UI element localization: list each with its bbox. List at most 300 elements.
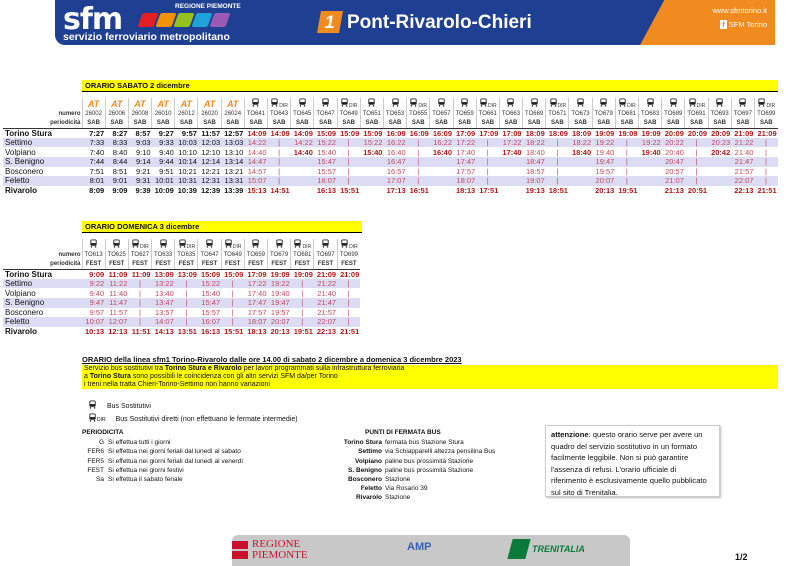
bus-direct-icon: DIR: [270, 98, 288, 109]
time-cell: 19:07: [523, 176, 546, 186]
time-cell: |: [407, 157, 430, 167]
time-cell: 8:33: [105, 138, 128, 148]
periodicita-item: FER6 Si effettua nei giorni feriali dal lunedì al sabato: [87, 448, 241, 456]
bus-stops-title: PUNTI DI FERMATA BUS: [365, 429, 441, 436]
run-number: TO635: [175, 250, 198, 260]
time-cell: 14:22: [291, 138, 314, 148]
time-cell: |: [625, 147, 628, 157]
run-period: SAB: [430, 119, 453, 129]
time-cell: 8:27: [112, 128, 128, 138]
logo-color-swatches: [140, 13, 228, 27]
bus-stop-item: Torino Stura fermata bus Stazione Stura: [343, 439, 464, 447]
time-cell: |: [486, 166, 489, 176]
time-cell: 10:07: [82, 317, 105, 327]
station-name: S. Benigno: [3, 157, 82, 167]
column-icon-cell: [175, 98, 198, 109]
run-period: SAB: [592, 119, 615, 129]
train-icon: AT: [227, 98, 239, 109]
time-cell: 20:13: [270, 327, 290, 337]
time-cell: 14:13: [154, 327, 174, 337]
run-number: TO689: [662, 109, 685, 119]
station-name: Settimo: [3, 279, 82, 289]
time-cell: 20:09: [687, 128, 708, 138]
run-number: TO655: [407, 109, 430, 119]
run-period: SAB: [453, 119, 476, 129]
time-cell: 13:09: [154, 269, 174, 279]
bus-direct-icon: DIR: [224, 239, 242, 250]
time-cell: 21:13: [664, 186, 684, 196]
time-cell: 16:13: [316, 186, 337, 196]
time-cell: 19:09: [293, 269, 313, 279]
time-cell: 17:09: [456, 128, 476, 138]
time-cell: 9:21: [135, 166, 151, 176]
run-period: SAB: [523, 119, 546, 129]
run-number: TO693: [708, 109, 731, 119]
time-cell: 10:09: [154, 186, 174, 196]
run-period: SAB: [128, 119, 151, 129]
run-number: TO661: [476, 109, 499, 119]
time-cell: 12:31: [198, 176, 221, 186]
time-cell: |: [138, 288, 141, 298]
time-cell: 20:47: [662, 157, 685, 167]
column-icon-cell: [82, 98, 105, 109]
time-cell: 18:07: [244, 317, 267, 327]
column-icon-cell: [453, 98, 476, 109]
time-cell: 8:40: [112, 147, 128, 157]
bus-direct-icon: DIR: [340, 239, 358, 250]
time-cell: [639, 186, 662, 196]
run-period: SAB: [546, 119, 569, 129]
time-cell: 9:03: [128, 138, 151, 148]
table-row: [3, 327, 360, 337]
attention-note: [545, 425, 720, 497]
time-cell: 19:09: [618, 128, 638, 138]
periodicita-item: Sa Si effettua il sabato feriale: [96, 476, 183, 484]
run-number: TO699: [754, 109, 777, 119]
line-title: Pont-Rivarolo-Chieri: [347, 12, 532, 33]
time-cell: [639, 157, 662, 167]
time-cell: 17:57: [247, 307, 267, 317]
time-cell: [569, 176, 592, 186]
time-cell: 14:09: [270, 128, 290, 138]
time-cell: [708, 186, 731, 196]
time-cell: 15:09: [224, 269, 244, 279]
station-name: Rivarolo: [5, 327, 38, 337]
column-icon-cell: [337, 98, 360, 109]
time-cell: 19:40: [270, 288, 290, 298]
run-period: FEST: [128, 260, 151, 270]
time-cell: |: [476, 176, 499, 186]
table-row: [3, 269, 360, 279]
table-row: [3, 147, 778, 157]
time-cell: 21:22: [731, 138, 754, 148]
facebook-icon: f: [722, 20, 725, 29]
run-number: TO659: [244, 250, 267, 260]
run-period: SAB: [708, 119, 731, 129]
column-icon-cell: [105, 98, 128, 109]
time-cell: 9:47: [82, 298, 105, 308]
time-cell: 12:57: [224, 128, 244, 138]
bus-icon: [738, 98, 747, 109]
sfm-logo: sfm: [63, 2, 123, 37]
time-cell: 12:14: [198, 157, 221, 167]
time-cell: 12:10: [201, 147, 221, 157]
run-period: SAB: [198, 119, 221, 129]
time-cell: 13:39: [224, 186, 244, 196]
time-cell: |: [685, 138, 708, 148]
time-cell: 15:09: [363, 128, 383, 138]
run-period: FEST: [337, 260, 360, 270]
time-cell: |: [268, 138, 291, 148]
time-cell: 16:07: [314, 176, 337, 186]
column-icon-cell: [198, 98, 221, 109]
column-icon-cell: [360, 98, 383, 109]
time-cell: 9:31: [128, 176, 151, 186]
time-cell: [360, 176, 383, 186]
time-cell: [430, 176, 453, 186]
time-cell: 20:13: [595, 186, 615, 196]
run-number: TO627: [128, 250, 151, 260]
time-cell: 11:22: [105, 279, 128, 289]
run-period: FEST: [268, 260, 291, 270]
run-number: 26006: [105, 109, 128, 119]
run-period: SAB: [360, 119, 383, 129]
notice-text: sono possibili le coincidenza con gli altri servizi SFM da/per Torino: [130, 373, 338, 380]
time-cell: 21:57: [317, 307, 337, 317]
logo-region-text: REGIONE PIEMONTE: [175, 3, 241, 10]
time-cell: [499, 176, 522, 186]
bus-direct-icon: DIR: [618, 98, 636, 109]
run-number: TO613: [82, 250, 105, 260]
column-icon-cell: [546, 98, 569, 109]
attention-label: attenzione: [551, 430, 589, 439]
periodicita-item: G Si effettua tutti i giorni: [98, 439, 171, 447]
time-cell: 20:40: [665, 147, 684, 157]
time-cell: 21:09: [316, 269, 337, 279]
time-cell: |: [337, 176, 360, 186]
time-cell: |: [337, 157, 360, 167]
column-icon-cell: [244, 239, 267, 250]
time-cell: 14:22: [244, 138, 267, 148]
time-cell: 16:22: [430, 138, 453, 148]
run-number: TO649: [337, 109, 360, 119]
bus-icon: [367, 98, 376, 109]
saturday-timetable: [3, 98, 778, 195]
time-cell: |: [625, 166, 628, 176]
bus-icon: [576, 98, 585, 109]
notice-text: per lavori programmati sulla infrastruttura ferroviaria: [241, 365, 405, 372]
time-cell: [360, 186, 383, 196]
time-cell: |: [221, 317, 244, 327]
time-cell: 18:47: [523, 157, 546, 167]
run-number: TO699: [337, 250, 360, 260]
time-cell: 21:09: [340, 269, 360, 279]
time-cell: 8:51: [112, 166, 128, 176]
run-period: FEST: [82, 260, 105, 270]
time-cell: 18:09: [525, 128, 545, 138]
run-period: SAB: [291, 119, 314, 129]
run-period: SAB: [569, 119, 592, 129]
run-number: TO691: [685, 109, 708, 119]
amp-logo: AMP: [407, 541, 432, 553]
run-number: TO681: [291, 250, 314, 260]
time-cell: [569, 167, 592, 177]
station-name: Feletto: [3, 317, 82, 327]
time-cell: 9:57: [181, 128, 197, 138]
time-cell: 10:39: [177, 186, 197, 196]
column-icon-cell: [152, 239, 175, 250]
bus-icon: [275, 239, 284, 250]
time-cell: 8:01: [82, 176, 105, 186]
time-cell: 14:09: [293, 128, 313, 138]
run-number: TO659: [453, 109, 476, 119]
time-cell: 16:09: [432, 128, 452, 138]
bus-direct-icon: DIR: [757, 98, 775, 109]
column-icon-cell: [430, 98, 453, 109]
time-cell: 17:09: [479, 128, 499, 138]
attention-text: : questo orario serve per avere un quadro del servizio sostitutivo in un formato facilmente leggibile. Non si può garantire l'assenza di refusi. L'orario ufficiale di riferimento è esclusivamente quello pubblicato sul sito di Trenitalia.: [551, 430, 707, 497]
time-cell: 12:13: [108, 327, 128, 337]
bus-icon: [205, 239, 214, 250]
time-cell: 14:09: [247, 128, 267, 138]
time-cell: 17:22: [244, 279, 267, 289]
time-cell: 17:09: [502, 128, 522, 138]
train-icon: AT: [180, 98, 193, 109]
time-cell: 9:40: [89, 288, 105, 298]
time-cell: |: [486, 147, 489, 157]
table-row: [3, 167, 778, 177]
time-cell: [499, 186, 522, 196]
time-cell: 21:47: [314, 298, 337, 308]
run-period: SAB: [685, 119, 708, 129]
bus-icon: [298, 98, 307, 109]
run-number: TO663: [499, 109, 522, 119]
run-period: SAB: [639, 119, 662, 129]
time-cell: [291, 167, 314, 177]
run-period: SAB: [754, 119, 777, 129]
bus-stop-item: Bosconero Stazione: [348, 476, 411, 484]
bus-direct-icon: DIR: [409, 98, 427, 109]
time-cell: |: [417, 166, 420, 176]
time-cell: |: [417, 147, 420, 157]
time-cell: |: [337, 279, 360, 289]
time-cell: |: [615, 138, 638, 148]
time-cell: |: [278, 147, 281, 157]
time-cell: 15:40: [201, 288, 221, 298]
time-cell: |: [185, 288, 188, 298]
time-cell: 21:09: [757, 128, 777, 138]
time-cell: 10:03: [175, 138, 198, 148]
time-cell: |: [221, 298, 244, 308]
time-cell: 15:22: [198, 279, 221, 289]
website-link[interactable]: www.sfmtorino.it: [712, 6, 767, 15]
time-cell: 12:21: [201, 166, 221, 176]
time-cell: 19:57: [595, 166, 615, 176]
bus-icon: [321, 98, 330, 109]
time-cell: 11:40: [109, 288, 128, 298]
time-cell: 18:57: [525, 166, 545, 176]
time-cell: |: [231, 307, 234, 317]
run-number: TO633: [152, 250, 175, 260]
train-icon: AT: [157, 98, 169, 109]
time-cell: 18:51: [548, 186, 568, 196]
facebook-link[interactable]: [712, 18, 767, 32]
time-cell: 16:09: [409, 128, 429, 138]
time-cell: 16:51: [409, 186, 429, 196]
time-cell: 17:51: [479, 186, 499, 196]
time-cell: 19:22: [639, 138, 662, 148]
bus-icon: [715, 98, 724, 109]
time-cell: 13:51: [177, 327, 197, 337]
run-number: TO643: [268, 109, 291, 119]
time-cell: 15:57: [201, 307, 221, 317]
table-row: [3, 298, 360, 308]
time-cell: 7:51: [89, 166, 105, 176]
time-cell: |: [278, 166, 281, 176]
time-cell: 18:13: [247, 327, 267, 337]
bus-direct-icon: DIR: [340, 98, 358, 109]
time-cell: 20:23: [708, 138, 731, 148]
bus-direct-icon: DIR: [131, 239, 149, 250]
bus-direct-icon: DIR: [549, 98, 567, 109]
time-cell: |: [175, 279, 198, 289]
run-period: FEST: [314, 260, 337, 270]
time-cell: 20:22: [662, 138, 685, 148]
time-cell: |: [347, 166, 350, 176]
time-cell: 11:47: [105, 298, 128, 308]
column-icon-cell: [268, 98, 291, 109]
time-cell: [569, 157, 592, 167]
run-period: SAB: [152, 119, 175, 129]
time-cell: 14:40: [293, 147, 313, 157]
table-row: [3, 128, 778, 138]
time-cell: 11:57: [201, 128, 221, 138]
bus-stop-item: S. Benigno paline bus prossimità Stazione: [348, 466, 474, 474]
time-cell: |: [615, 157, 638, 167]
time-cell: 14:40: [247, 147, 267, 157]
time-cell: |: [291, 279, 314, 289]
run-period: SAB: [314, 119, 337, 129]
run-number: TO679: [268, 250, 291, 260]
bus-icon: [88, 400, 97, 413]
time-cell: [708, 167, 731, 177]
time-cell: 19:57: [270, 307, 290, 317]
time-cell: |: [128, 279, 151, 289]
time-cell: 20:07: [268, 317, 291, 327]
train-icon: AT: [111, 98, 123, 109]
periodicita-legend: [82, 428, 243, 484]
time-cell: [291, 176, 314, 186]
time-cell: 12:39: [200, 186, 221, 196]
run-number: TO649: [221, 250, 244, 260]
bus-icon: [530, 98, 539, 109]
run-period: SAB: [268, 119, 291, 129]
time-cell: |: [476, 138, 499, 148]
run-period: SAB: [337, 119, 360, 129]
legend-bus-label: Bus Sostitutivi: [107, 403, 151, 410]
run-period: SAB: [105, 119, 128, 129]
facebook-label: SFM Torino: [728, 20, 767, 29]
time-cell: 21:51: [340, 327, 360, 337]
column-icon-cell: [221, 239, 244, 250]
column-icon-cell: [291, 98, 314, 109]
time-cell: [430, 167, 453, 177]
run-period: FEST: [291, 260, 314, 270]
run-number: TO625: [105, 250, 128, 260]
time-cell: 21:22: [314, 279, 337, 289]
column-icon-cell: [383, 98, 406, 109]
run-period: FEST: [221, 260, 244, 270]
bus-icon: [437, 98, 446, 109]
time-cell: 9:10: [135, 147, 151, 157]
run-period: SAB: [407, 119, 430, 129]
time-cell: 13:57: [154, 307, 174, 317]
time-cell: |: [291, 298, 314, 308]
time-cell: |: [695, 166, 698, 176]
time-cell: |: [301, 288, 304, 298]
station-name: Bosconero: [5, 307, 44, 317]
time-cell: 9:39: [135, 186, 151, 196]
column-icon-cell: [175, 239, 198, 250]
time-cell: 9:57: [89, 307, 105, 317]
time-cell: 15:47: [314, 157, 337, 167]
run-number: TO673: [569, 109, 592, 119]
run-period: FEST: [244, 260, 267, 270]
run-number: 26020: [198, 109, 221, 119]
time-cell: 10:13: [85, 327, 105, 337]
bus-icon: [391, 98, 400, 109]
time-cell: 20:42: [711, 147, 731, 157]
logo-swatch: [209, 13, 230, 27]
time-cell: 15:09: [316, 128, 337, 138]
time-cell: [430, 157, 453, 167]
time-cell: |: [291, 317, 314, 327]
bus-icon: [321, 239, 330, 250]
bus-direct-icon: DIR: [688, 98, 706, 109]
time-cell: 16:07: [198, 317, 221, 327]
time-cell: 18:07: [453, 176, 476, 186]
run-period: SAB: [499, 119, 522, 129]
table-row: [3, 317, 360, 327]
time-cell: 10:31: [175, 176, 198, 186]
table-row: [3, 157, 778, 167]
time-cell: |: [268, 176, 291, 186]
time-cell: 12:03: [198, 138, 221, 148]
station-name: Volpiano: [5, 288, 36, 298]
column-icon-cell: [314, 239, 337, 250]
time-cell: |: [615, 176, 638, 186]
time-cell: 15:22: [360, 138, 383, 148]
time-cell: 19:40: [595, 147, 615, 157]
time-cell: 21:40: [734, 147, 754, 157]
bus-stop-item: Rivarolo Stazione: [355, 494, 411, 502]
run-number: TO697: [731, 109, 754, 119]
column-icon-cell: [82, 239, 105, 250]
column-icon-cell: [314, 98, 337, 109]
run-period: SAB: [82, 119, 105, 129]
run-number: 26024: [221, 109, 244, 119]
time-cell: |: [138, 307, 141, 317]
bus-stop-item: Feletto Via Rosario 39: [360, 485, 428, 493]
time-cell: 20:09: [664, 128, 684, 138]
sunday-title: ORARIO DOMENICA 3 dicembre: [82, 221, 362, 233]
time-cell: 15:47: [198, 298, 221, 308]
numero-label: numero: [58, 110, 81, 117]
time-cell: |: [685, 176, 708, 186]
time-cell: |: [765, 166, 767, 176]
time-cell: 13:40: [154, 288, 174, 298]
time-cell: |: [175, 317, 198, 327]
